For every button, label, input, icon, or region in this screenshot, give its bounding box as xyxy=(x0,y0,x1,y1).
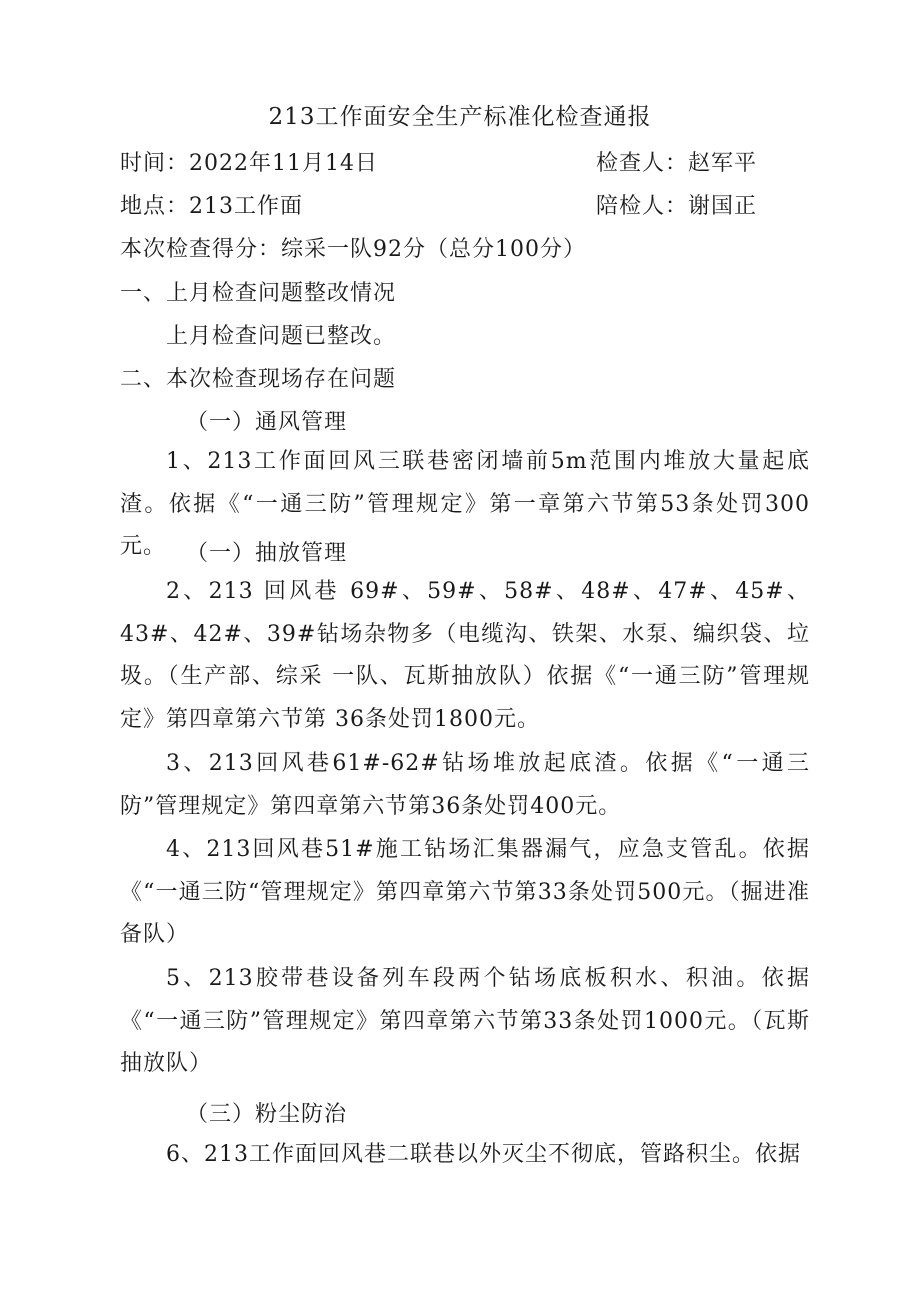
subsection-ventilation: （一）通风管理 xyxy=(186,410,348,435)
issue-item-3: 3、213回风巷61#-62#钻场堆放起底渣。依据《“一通三防”管理规定》第四章第六节第36条处罚400元。 xyxy=(120,751,810,819)
issue-item-4: 4、213回风巷51#施工钻场汇集器漏气，应急支管乱。依据《“一通三防“管理规定》第四章第六节第33条处罚500元。（掘进准备队） xyxy=(120,837,810,947)
section-1-body: 上月检查问题已整改。 xyxy=(166,324,397,349)
issue-item-6: 6、213工作面回风巷二联巷以外灭尘不彻底，管路积尘。依据 xyxy=(166,1142,801,1167)
document-title: 213工作面安全生产标准化检查通报 xyxy=(268,104,652,130)
accompanying-inspector: 陪检人：谢国正 xyxy=(596,194,758,219)
subsection-dust-control: （三）粉尘防治 xyxy=(186,1102,348,1127)
issue-item-5: 5、213胶带巷设备列车段两个钻场底板积水、积油。依据《“一通三防”管理规定》第四章第六节第33条处罚1000元。（瓦斯抽放队） xyxy=(120,966,810,1076)
inspection-score: 本次检查得分：综采一队92分（总分100分） xyxy=(120,237,586,262)
section-2-heading: 二、本次检查现场存在问题 xyxy=(120,367,397,392)
issue-item-2: 2、213 回风巷 69#、59#、58#、48#、47#、45#、43#、42#、39#钻场杂物多（电缆沟、铁架、水泵、编织袋、垃圾。（生产部、综采 一队、瓦斯抽放队）依据《“一通三防”管理规定》第四章第六节第 36条处罚1800元。 xyxy=(120,579,810,732)
subsection-drainage: （一）抽放管理 xyxy=(186,541,348,566)
issue-item-1: 1、213工作面回风三联巷密闭墙前5m范围内堆放大量起底渣。依据《“一通三防”管理规定》第一章第六节第53条处罚300元。 xyxy=(120,449,810,559)
inspection-location: 地点：213工作面 xyxy=(120,194,303,219)
section-1-heading: 一、上月检查问题整改情况 xyxy=(120,281,397,306)
inspection-time: 时间：2022年11月14日 xyxy=(120,151,378,176)
inspector: 检查人：赵军平 xyxy=(596,151,758,176)
